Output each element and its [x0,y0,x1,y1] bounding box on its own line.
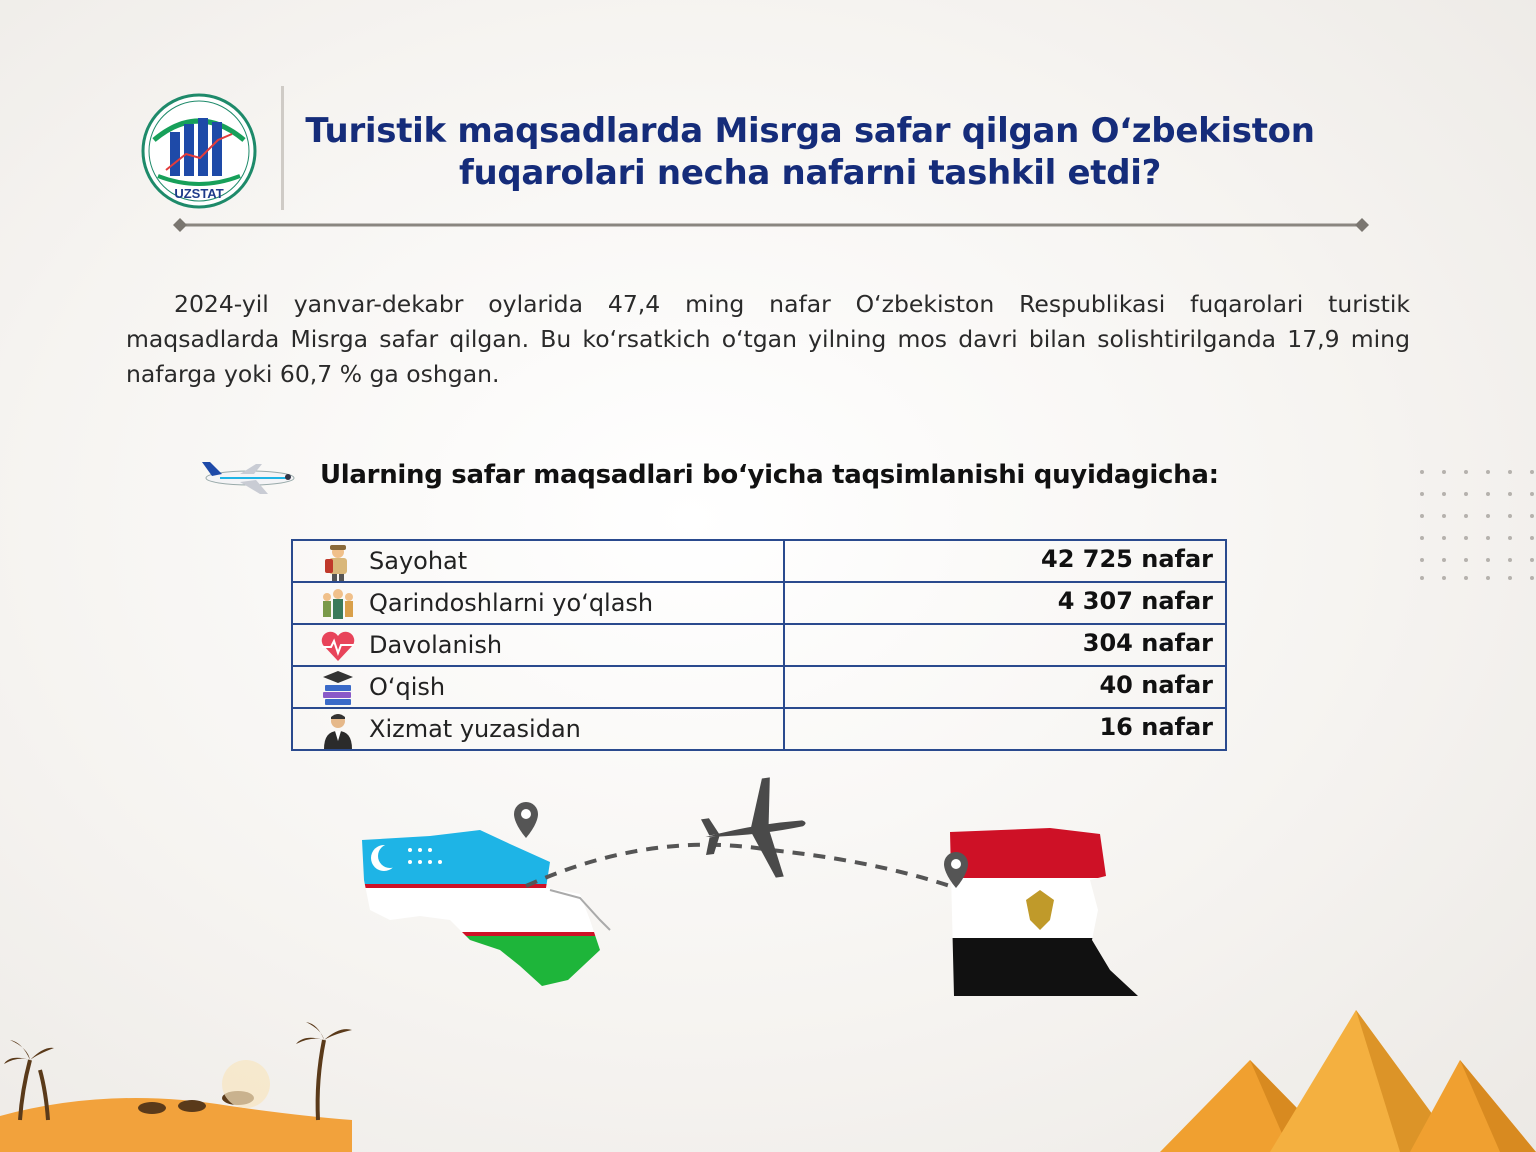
table-row [292,708,1226,750]
subheading: Ularning safar maqsadlari bo‘yicha taqsimlanishi quyidagicha: [320,460,1219,490]
row-value: 42 725 nafar [784,540,1226,582]
travel-map-scene [350,770,1150,1010]
decorative-dots [1416,466,1536,586]
table-cell-label [292,540,784,582]
logo-text: UZSTAT [174,186,224,201]
title-line-2: fuqarolari necha nafarni tashkil etdi? [458,153,1162,193]
egypt-map [940,820,1150,1008]
table-row [292,582,1226,624]
row-value: 4 307 nafar [784,582,1226,624]
row-value: 304 nafar [784,624,1226,666]
header-divider [281,86,284,210]
heart-pulse-icon [319,627,357,665]
pyramids-decoration [1160,1010,1536,1152]
traveler-icon [319,543,357,581]
family-icon [319,585,357,623]
row-label: Qarindoshlarni yo‘qlash [369,589,654,617]
table-row [292,666,1226,708]
page-title [292,110,1328,194]
row-value: 40 nafar [784,666,1226,708]
table-cell-label [292,582,784,624]
title-line-1: Turistik maqsadlarda Misrga safar qilgan O‘zbekiston [305,111,1315,151]
table-cell-label [292,624,784,666]
table-cell-label [292,708,784,750]
airplane-icon [697,773,813,886]
purpose-table [291,539,1227,751]
airplane-icon [200,452,298,498]
table-row [292,624,1226,666]
row-value: 16 nafar [784,708,1226,750]
table-row [292,540,1226,582]
row-label: Davolanish [369,631,503,659]
header-rule [170,216,1372,234]
row-label: Xizmat yuzasidan [369,715,581,743]
row-label: Sayohat [369,547,468,575]
row-label: O‘qish [369,673,446,701]
table-cell-label [292,666,784,708]
uzbekistan-map [350,820,610,996]
location-pin-icon [514,802,538,838]
uzstat-logo [140,92,258,210]
books-icon [319,669,357,707]
businessman-icon [319,711,357,749]
desert-decoration [0,1020,370,1152]
intro-paragraph: 2024-yil yanvar-dekabr oylarida 47,4 ming nafar O‘zbekiston Respublikasi fuqarolari turistik maqsadlarda Misrga safar qilgan. Bu ko‘rsatkich o‘tgan yilning mos davri bilan solishtirilganda 17,9 ming nafarga yoki 60,7 % ga oshgan. [126,290,1410,388]
